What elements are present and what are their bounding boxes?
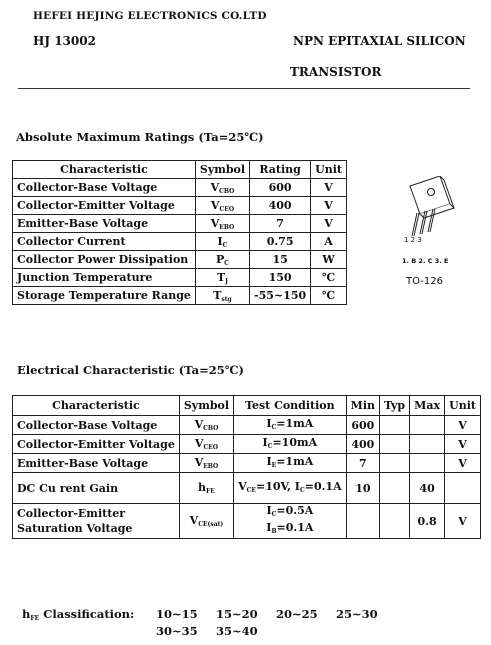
characteristic-cell: Collector-Base Voltage bbox=[13, 179, 196, 197]
symbol-subscript: CE(sat) bbox=[198, 521, 224, 528]
condition-value: =10V, I bbox=[256, 479, 300, 493]
characteristic-cell: Collector Current bbox=[13, 233, 196, 251]
table-header-row bbox=[13, 396, 481, 416]
min-cell: 10 bbox=[346, 473, 379, 504]
condition-value: =0.1A bbox=[304, 479, 342, 493]
symbol-subscript: stg bbox=[221, 295, 232, 303]
symbol-cell bbox=[195, 287, 249, 305]
symbol-letter: T bbox=[216, 270, 226, 284]
symbol-subscript: C bbox=[222, 241, 228, 249]
symbol-letter: V bbox=[194, 437, 204, 450]
characteristic-cell: Collector Power Dissipation bbox=[13, 251, 196, 269]
unit-cell: W bbox=[311, 251, 347, 269]
condition-value: =1mA bbox=[276, 416, 314, 430]
symbol-cell bbox=[195, 197, 249, 215]
test-condition-cell bbox=[234, 416, 347, 435]
column-header: Characteristic bbox=[13, 396, 180, 416]
table-row bbox=[13, 454, 481, 473]
hfe-range: 20~25 bbox=[276, 607, 318, 621]
package-pin-names: 1. B 2. C 3. E bbox=[402, 257, 449, 265]
typ-cell bbox=[380, 454, 410, 473]
table-row bbox=[13, 435, 481, 454]
table-row bbox=[13, 179, 347, 197]
symbol-letter: V bbox=[210, 198, 220, 212]
unit-cell: V bbox=[311, 197, 347, 215]
hfe-range: 35~40 bbox=[216, 624, 258, 638]
symbol-cell bbox=[179, 454, 233, 473]
table-row bbox=[13, 269, 347, 287]
typ-cell bbox=[380, 504, 410, 539]
column-header: Typ bbox=[380, 396, 410, 416]
symbol-letter: P bbox=[215, 252, 225, 266]
unit-cell bbox=[445, 473, 481, 504]
symbol-letter: V bbox=[210, 216, 220, 230]
typ-cell bbox=[380, 435, 410, 454]
rating-cell: -55~150 bbox=[250, 287, 311, 305]
table-row bbox=[13, 287, 347, 305]
min-cell: 600 bbox=[346, 416, 379, 435]
table-row bbox=[13, 197, 347, 215]
package-pin-numbers: 1 2 3 bbox=[404, 236, 422, 244]
rating-cell: 0.75 bbox=[250, 233, 311, 251]
symbol-letter: T bbox=[213, 288, 222, 302]
symbol-letter: V bbox=[210, 180, 220, 194]
symbol-letter: V bbox=[194, 418, 204, 431]
symbol-subscript: C bbox=[224, 259, 230, 267]
condition-subscript: C bbox=[267, 442, 273, 450]
symbol-subscript: CEO bbox=[219, 205, 235, 213]
symbol-cell bbox=[195, 233, 249, 251]
condition-value: =0.5A bbox=[276, 504, 314, 517]
hfe-range: 25~30 bbox=[336, 607, 378, 621]
company-name: HEFEI HEJING ELECTRONICS CO.LTD bbox=[33, 10, 267, 22]
condition-symbol: I bbox=[262, 435, 268, 449]
condition-subscript: E bbox=[271, 461, 277, 469]
symbol-cell bbox=[179, 473, 233, 504]
table-row bbox=[13, 251, 347, 269]
condition-subscript: B bbox=[271, 528, 277, 535]
condition-symbol: I bbox=[266, 416, 272, 430]
typ-cell bbox=[380, 416, 410, 435]
characteristic-cell: Collector-Emitter Voltage bbox=[13, 435, 180, 454]
column-header: Max bbox=[410, 396, 445, 416]
symbol-subscript: EBO bbox=[203, 463, 219, 470]
unit-cell: V bbox=[445, 435, 481, 454]
characteristic-cell: Emitter-Base Voltage bbox=[13, 454, 180, 473]
symbol-subscript: FE bbox=[206, 488, 215, 495]
condition-symbol: V bbox=[238, 479, 247, 493]
hfe-classification-row1 bbox=[156, 607, 396, 621]
characteristic-cell: Collector-Base Voltage bbox=[13, 416, 180, 435]
unit-cell: ℃ bbox=[311, 287, 347, 305]
max-cell bbox=[410, 416, 445, 435]
max-cell bbox=[410, 435, 445, 454]
rating-cell: 600 bbox=[250, 179, 311, 197]
unit-cell: V bbox=[311, 215, 347, 233]
symbol-cell bbox=[195, 269, 249, 287]
table-row bbox=[13, 233, 347, 251]
min-cell: 400 bbox=[346, 435, 379, 454]
test-condition-cell bbox=[234, 435, 347, 454]
symbol-subscript: J bbox=[225, 277, 228, 285]
condition-subscript: CE bbox=[246, 486, 256, 494]
condition-symbol: I bbox=[266, 521, 272, 534]
column-header: Symbol bbox=[195, 161, 249, 179]
column-header: Min bbox=[346, 396, 379, 416]
characteristic-cell: Junction Temperature bbox=[13, 269, 196, 287]
symbol-subscript: EBO bbox=[219, 223, 235, 231]
hfe-subscript: FE bbox=[30, 615, 40, 622]
electrical-title: Electrical Characteristic (Ta=25℃) bbox=[17, 363, 244, 377]
electrical-characteristics-table bbox=[12, 395, 481, 539]
condition-value: =1mA bbox=[276, 454, 314, 468]
hfe-classification-row2 bbox=[156, 624, 276, 638]
rating-cell: 150 bbox=[250, 269, 311, 287]
unit-cell: V bbox=[445, 416, 481, 435]
rating-cell: 15 bbox=[250, 251, 311, 269]
symbol-letter: h bbox=[198, 481, 207, 494]
package-name: TO-126 bbox=[406, 276, 443, 287]
column-header: Test Condition bbox=[234, 396, 347, 416]
device-type-line1: NPN EPITAXIAL SILICON bbox=[293, 34, 466, 48]
condition-subscript: C bbox=[299, 486, 305, 494]
condition-value: =10mA bbox=[272, 435, 318, 449]
test-condition-cell bbox=[234, 473, 347, 504]
hfe-range: 15~20 bbox=[216, 607, 258, 621]
rating-cell: 7 bbox=[250, 215, 311, 233]
symbol-subscript: CBO bbox=[219, 187, 235, 195]
symbol-subscript: CEO bbox=[203, 444, 219, 451]
table-row bbox=[13, 504, 481, 539]
symbol-cell bbox=[179, 504, 233, 539]
column-header: Characteristic bbox=[13, 161, 196, 179]
max-cell bbox=[410, 454, 445, 473]
symbol-letter: I bbox=[217, 234, 223, 248]
min-cell: 7 bbox=[346, 454, 379, 473]
symbol-letter: V bbox=[194, 456, 204, 469]
condition-symbol: I bbox=[266, 454, 272, 468]
symbol-cell bbox=[195, 179, 249, 197]
symbol-cell bbox=[179, 435, 233, 454]
absolute-ratings-table bbox=[12, 160, 347, 305]
characteristic-cell: DC Cu rent Gain bbox=[13, 473, 180, 504]
condition-symbol: I bbox=[266, 504, 272, 517]
test-condition-cell bbox=[234, 454, 347, 473]
table-row bbox=[13, 416, 481, 435]
characteristic-cell: Collector-Emitter Saturation Voltage bbox=[13, 504, 180, 539]
hfe-range: 10~15 bbox=[156, 607, 198, 621]
symbol-subscript: CBO bbox=[203, 425, 219, 432]
min-cell bbox=[346, 504, 379, 539]
characteristic-cell: Emitter-Base Voltage bbox=[13, 215, 196, 233]
characteristic-cell: Storage Temperature Range bbox=[13, 287, 196, 305]
unit-cell: V bbox=[445, 454, 481, 473]
model-number: HJ 13002 bbox=[33, 34, 96, 48]
rating-cell: 400 bbox=[250, 197, 311, 215]
condition-subscript: C bbox=[271, 423, 277, 431]
test-condition-cell bbox=[234, 504, 347, 539]
device-type-line2: TRANSISTOR bbox=[290, 65, 382, 79]
table-row bbox=[13, 215, 347, 233]
max-cell: 40 bbox=[410, 473, 445, 504]
hfe-classification-label bbox=[22, 607, 134, 622]
table-row bbox=[13, 473, 481, 504]
column-header: Symbol bbox=[179, 396, 233, 416]
hfe-range: 30~35 bbox=[156, 624, 198, 638]
header-divider bbox=[18, 88, 470, 89]
unit-cell: ℃ bbox=[311, 269, 347, 287]
unit-cell: A bbox=[311, 233, 347, 251]
column-header: Rating bbox=[250, 161, 311, 179]
condition-value: =0.1A bbox=[276, 521, 314, 534]
typ-cell bbox=[380, 473, 410, 504]
unit-cell: V bbox=[445, 504, 481, 539]
symbol-cell bbox=[195, 251, 249, 269]
condition-subscript: C bbox=[271, 511, 277, 518]
symbol-letter: V bbox=[189, 514, 199, 527]
table-header-row bbox=[13, 161, 347, 179]
hfe-label-text: Classification: bbox=[39, 607, 135, 621]
symbol-cell bbox=[195, 215, 249, 233]
max-cell: 0.8 bbox=[410, 504, 445, 539]
column-header: Unit bbox=[311, 161, 347, 179]
hfe-symbol: h bbox=[22, 607, 31, 621]
characteristic-cell: Collector-Emitter Voltage bbox=[13, 197, 196, 215]
unit-cell: V bbox=[311, 179, 347, 197]
symbol-cell bbox=[179, 416, 233, 435]
column-header: Unit bbox=[445, 396, 481, 416]
absolute-ratings-title: Absolute Maximum Ratings (Ta=25℃) bbox=[16, 130, 264, 144]
